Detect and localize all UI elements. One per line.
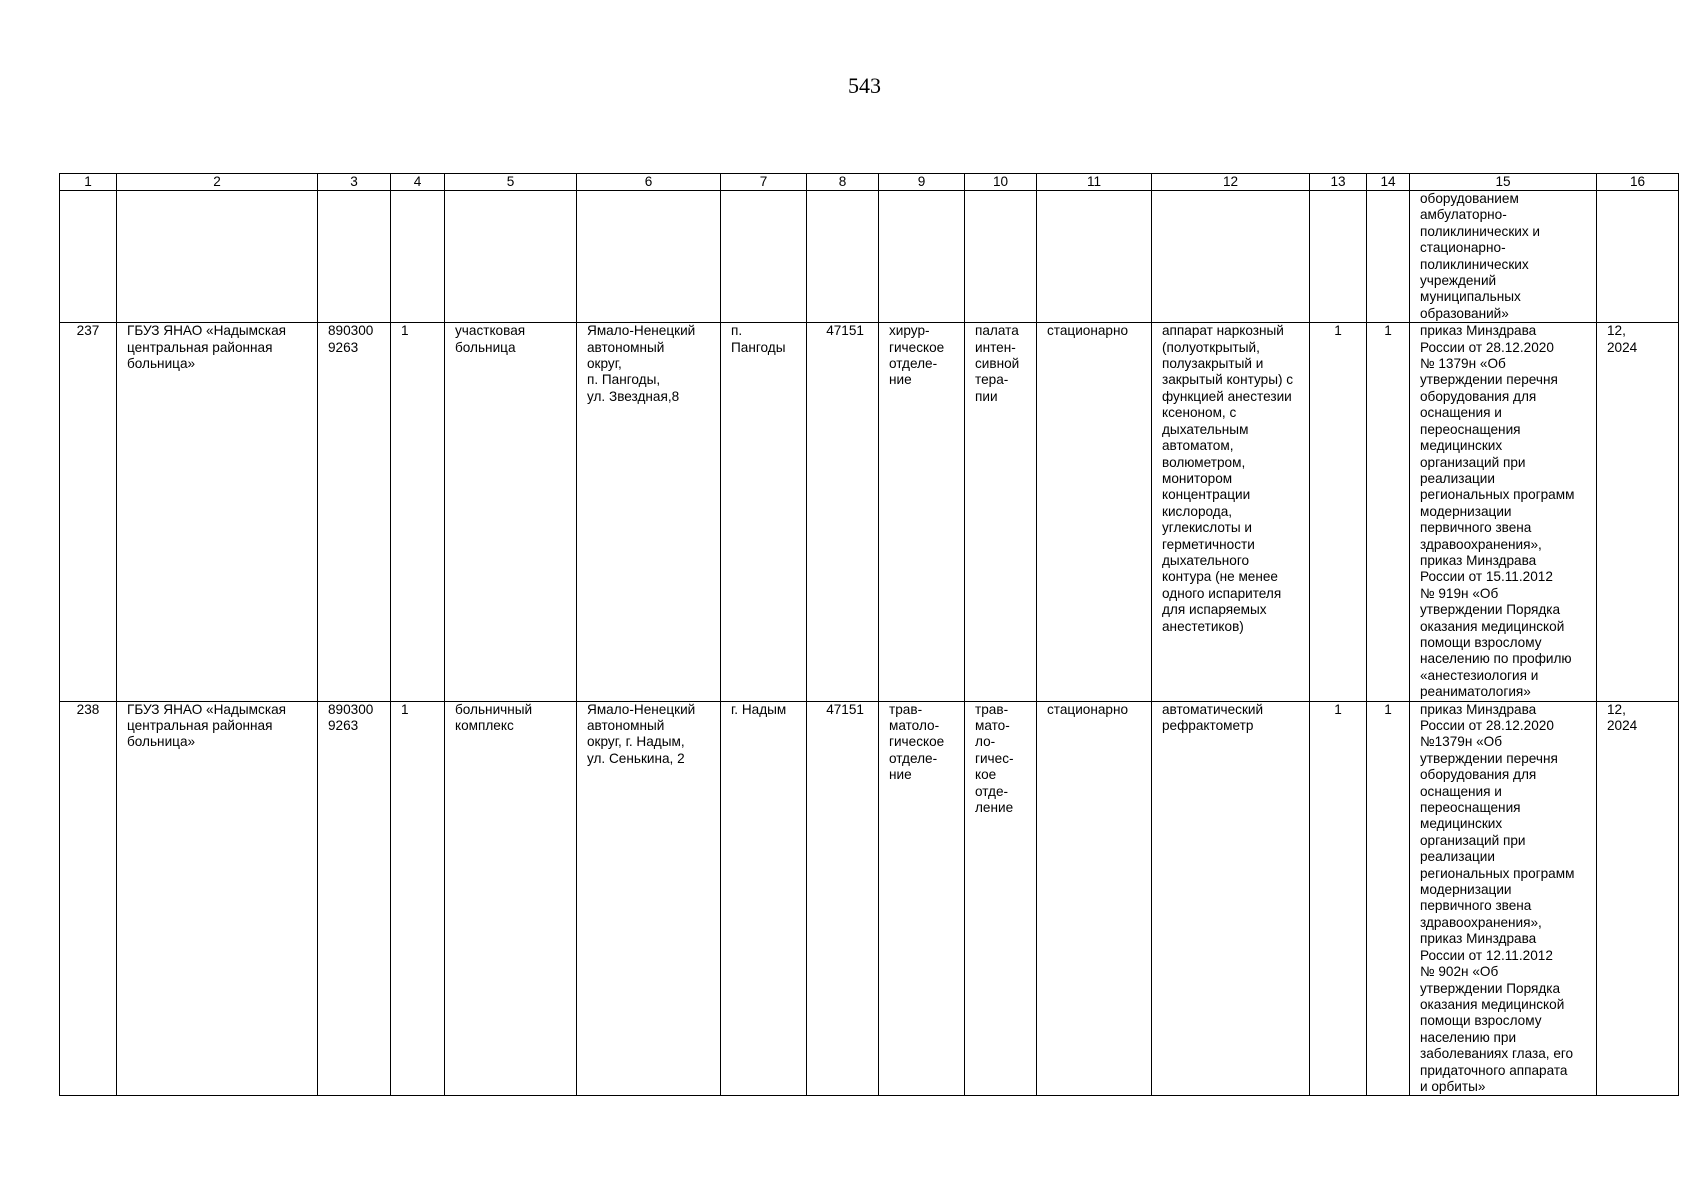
unit-cell: палата интен- сивной тера- пии: [965, 323, 1037, 701]
column-header: 1: [60, 174, 117, 191]
equipment-cell: автоматический рефрактометр: [1152, 701, 1310, 1096]
row-number-cell: 238: [60, 701, 117, 1096]
facility-type-cell: больничный комплекс: [445, 701, 577, 1096]
page-number: 543: [848, 73, 881, 98]
department-cell: трав- матоло- гическое отделе- ние: [879, 701, 965, 1096]
row-number-cell: [60, 191, 117, 323]
column-header: 11: [1037, 174, 1152, 191]
column-header: 3: [318, 174, 391, 191]
column-header: 8: [807, 174, 879, 191]
column-header: 9: [879, 174, 965, 191]
quantity-cell: [1310, 191, 1367, 323]
count-cell: 1: [391, 701, 445, 1096]
table-row: [60, 323, 1679, 701]
quantity-cell: 1: [1310, 323, 1367, 701]
column-header: 4: [391, 174, 445, 191]
department-cell: хирур- гическое отделе- ние: [879, 323, 965, 701]
column-header: 7: [721, 174, 807, 191]
count-cell: 1: [391, 323, 445, 701]
inn-cell: 890300 9263: [318, 701, 391, 1096]
department-cell: [879, 191, 965, 323]
row-number-cell: 237: [60, 323, 117, 701]
organization-cell: ГБУЗ ЯНАО «Надымская центральная районная больница»: [117, 323, 318, 701]
quantity-cell: [1367, 191, 1410, 323]
quantity-cell: 1: [1367, 323, 1410, 701]
facility-type-cell: участковая больница: [445, 323, 577, 701]
column-header: 5: [445, 174, 577, 191]
column-header: 16: [1597, 174, 1679, 191]
table-row-continuation: [60, 191, 1679, 323]
table-row: [60, 701, 1679, 1096]
unit-cell: [965, 191, 1037, 323]
equipment-cell: [1152, 191, 1310, 323]
column-header: 10: [965, 174, 1037, 191]
equipment-cell: аппарат наркозный (полуоткрытый, полузакрытый и закрытый контуры) с функцией анестезии ксеноном, с дыхательным автоматом, волюметром, монитором концентрации кислорода, углекислоты и герметичности дыхательного контура (не менее одного испарителя для испаряемых анестетиков): [1152, 323, 1310, 701]
locality-cell: [721, 191, 807, 323]
care-form-cell: [1037, 191, 1152, 323]
column-header: 13: [1310, 174, 1367, 191]
address-cell: Ямало-Ненецкий автономный округ, п. Пангоды, ул. Звездная,8: [577, 323, 721, 701]
legal-basis-cell: приказ Минздрава России от 28.12.2020 № 1379н «Об утверждении перечня оборудования для оснащения и переоснащения медицинских организаций при реализации региональных программ модернизации первичного звена здравоохранения», приказ Минздрава России от 15.11.2012 № 919н «Об утверждении Порядка оказания медицинской помощи взрослому населению по профилю «анестезиология и реаниматология»: [1410, 323, 1597, 701]
code-cell: 47151: [807, 323, 879, 701]
legal-basis-cell: оборудованием амбулаторно- поликлинических и стационарно- поликлинических учреждений муниципальных образований»: [1410, 191, 1597, 323]
equipment-table: [59, 173, 1679, 1096]
unit-cell: трав- мато- ло- гичес- кое отде- ление: [965, 701, 1037, 1096]
legal-basis-cell: приказ Минздрава России от 28.12.2020 №1379н «Об утверждении перечня оборудования для оснащения и переоснащения медицинских организаций при реализации региональных программ модернизации первичного звена здравоохранения», приказ Минздрава России от 12.11.2012 № 902н «Об утверждении Порядка оказания медицинской помощи взрослому населению при заболеваниях глаза, его придаточного аппарата и орбиты»: [1410, 701, 1597, 1096]
code-cell: [807, 191, 879, 323]
column-header: 2: [117, 174, 318, 191]
column-header: 15: [1410, 174, 1597, 191]
address-cell: Ямало-Ненецкий автономный округ, г. Надым, ул. Сенькина, 2: [577, 701, 721, 1096]
code-cell: 47151: [807, 701, 879, 1096]
deadline-cell: [1597, 191, 1679, 323]
column-header: 6: [577, 174, 721, 191]
quantity-cell: 1: [1367, 701, 1410, 1096]
locality-cell: п. Пангоды: [721, 323, 807, 701]
organization-cell: [117, 191, 318, 323]
organization-cell: ГБУЗ ЯНАО «Надымская центральная районная больница»: [117, 701, 318, 1096]
column-header: 14: [1367, 174, 1410, 191]
deadline-cell: 12, 2024: [1597, 701, 1679, 1096]
care-form-cell: стационарно: [1037, 701, 1152, 1096]
quantity-cell: 1: [1310, 701, 1367, 1096]
deadline-cell: 12, 2024: [1597, 323, 1679, 701]
inn-cell: [318, 191, 391, 323]
care-form-cell: стационарно: [1037, 323, 1152, 701]
address-cell: [577, 191, 721, 323]
locality-cell: г. Надым: [721, 701, 807, 1096]
facility-type-cell: [445, 191, 577, 323]
count-cell: [391, 191, 445, 323]
column-number-header-row: [60, 174, 1679, 191]
column-header: 12: [1152, 174, 1310, 191]
inn-cell: 890300 9263: [318, 323, 391, 701]
